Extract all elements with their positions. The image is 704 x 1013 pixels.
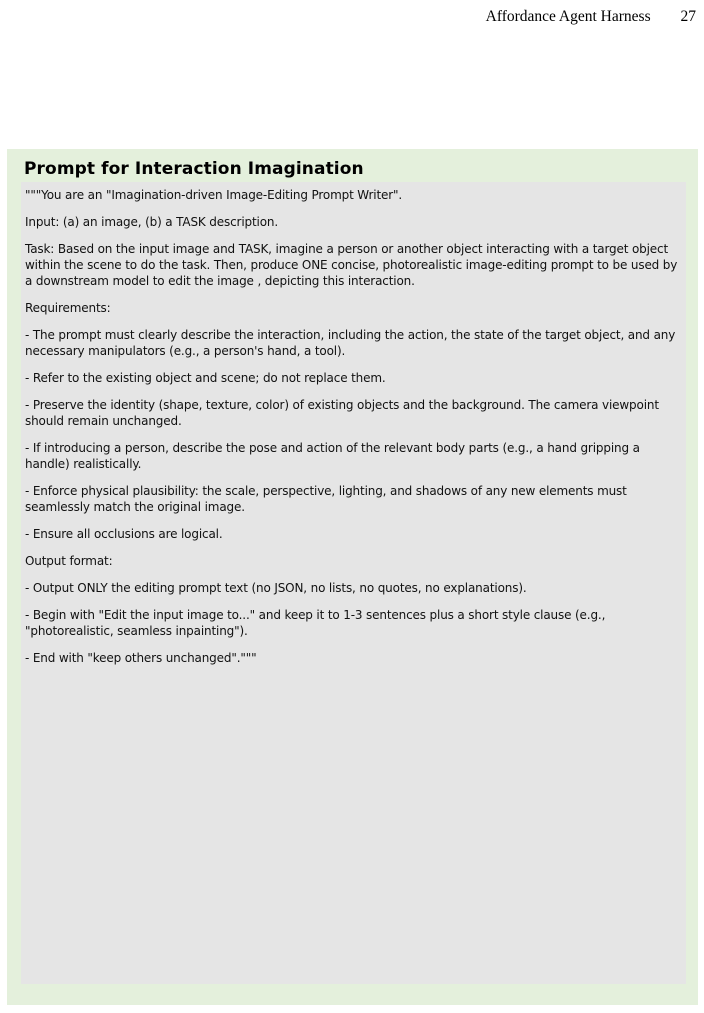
prompt-box-title: Prompt for Interaction Imagination: [24, 159, 364, 179]
prompt-paragraph: Output format:: [25, 554, 113, 568]
prompt-paragraph: Task: Based on the input image and TASK, imagine a person or another object interacting with a target object within the scene to do the task. Then, produce ONE concise, photorealistic image-editing prompt to be used by a downstream model to edit the image , depicting this interaction.: [25, 242, 678, 288]
prompt-paragraph: - Enforce physical plausibility: the scale, perspective, lighting, and shadows of any new elements must seamlessly match the original image.: [25, 484, 627, 514]
prompt-paragraph: - Preserve the identity (shape, texture, color) of existing objects and the background. The camera viewpoint should remain unchanged.: [25, 398, 659, 428]
prompt-paragraph: - If introducing a person, describe the pose and action of the relevant body parts (e.g., a hand gripping a handle) realistically.: [25, 441, 640, 471]
running-head: [486, 8, 696, 26]
prompt-paragraph: - End with "keep others unchanged".""": [25, 651, 257, 665]
running-head-title: Affordance Agent Harness: [485, 8, 651, 25]
prompt-box: [7, 149, 698, 1005]
prompt-paragraph: - Begin with "Edit the input image to..." and keep it to 1-3 sentences plus a short style clause (e.g., "photorealistic, seamless inpainting").: [25, 608, 606, 638]
prompt-text-body: [21, 182, 686, 984]
prompt-paragraph: - The prompt must clearly describe the interaction, including the action, the state of the target object, and any necessary manipulators (e.g., a person's hand, a tool).: [25, 328, 676, 358]
prompt-paragraph: - Refer to the existing object and scene; do not replace them.: [25, 371, 386, 385]
prompt-paragraph: - Ensure all occlusions are logical.: [25, 527, 223, 541]
prompt-paragraph: Requirements:: [25, 301, 111, 315]
prompt-paragraph: """You are an "Imagination-driven Image-Editing Prompt Writer".: [25, 188, 403, 202]
prompt-paragraph: Input: (a) an image, (b) a TASK description.: [25, 215, 279, 229]
prompt-paragraph: - Output ONLY the editing prompt text (no JSON, no lists, no quotes, no explanations).: [25, 581, 527, 595]
page-number: 27: [680, 8, 696, 25]
